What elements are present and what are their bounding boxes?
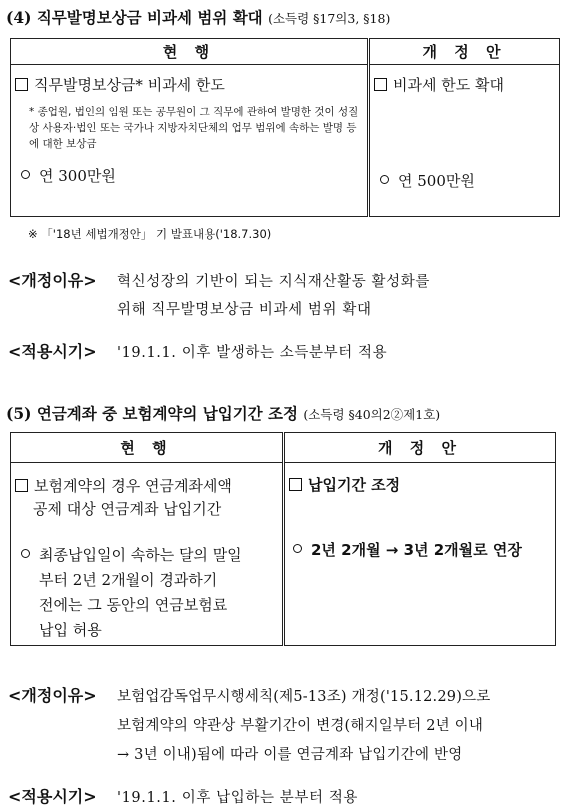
- section5-current-item-line1-text: 보험계약의 경우 연금계좌세액: [34, 477, 232, 495]
- section5-apply-text: '19.1.1. 이후 납입하는 분부터 적용: [117, 790, 359, 806]
- section5-table: [10, 432, 556, 646]
- section4-current-note: * 종업원, 법인의 임원 또는 공무원이 그 직무에 관하여 발명한 것이 성질상 사용자·법인 또는 국가나 지방자치단체의 업무 범위에 속하는 발명 등에 대한 보상금: [29, 106, 359, 150]
- section5-reason-line2: 보험계약의 약관상 부활기간이 변경(해지일부터 2년 이내: [117, 718, 484, 734]
- section4-current-cell: [11, 65, 369, 217]
- bullet-circle-icon: [21, 170, 30, 179]
- checkbox-square-icon: [15, 479, 28, 492]
- bullet-circle-icon: [380, 175, 389, 184]
- section5-current-item: [11, 463, 282, 521]
- section4-reason-label: <개정이유>: [8, 271, 97, 290]
- section4-current-amount: [11, 152, 367, 187]
- section4-revised-cell: [369, 65, 560, 217]
- section4-reason-line2: 위해 직무발명보상금 비과세 범위 확대: [117, 302, 372, 318]
- section5-ref: (소득령 §40의2②제1호): [303, 407, 441, 422]
- section5-current-cell: [11, 463, 284, 646]
- section5-col-current: 현 행: [11, 433, 284, 463]
- section5-current-detail-line4: 납입 허용: [39, 621, 102, 639]
- section5-current-detail-line2: 부터 2년 2개월이 경과하기: [39, 571, 218, 589]
- section4-remark: ※ 「'18년 세법개정안」 기 발표내용('18.7.30): [28, 227, 272, 241]
- section5-current-detail: [11, 521, 282, 643]
- section4-table: [10, 38, 560, 217]
- section5-revised-detail: [285, 496, 555, 561]
- section5-current-item-line2: 공제 대상 연금계좌 납입기간: [33, 500, 222, 518]
- section4-reason-line1: 혁신성장의 기반이 되는 지식재산활동 활성화를: [117, 274, 430, 290]
- section4-apply-text: '19.1.1. 이후 발생하는 소득분부터 적용: [117, 345, 388, 361]
- section4-current-item-text: 직무발명보상금* 비과세 한도: [34, 76, 225, 94]
- checkbox-square-icon: [289, 478, 302, 491]
- section5-revised-item-text: 납입기간 조정: [308, 476, 401, 494]
- section4-col-revised: 개 정 안: [369, 39, 560, 65]
- checkbox-square-icon: [15, 78, 28, 91]
- section4-title-text: (4) 직무발명보상금 비과세 범위 확대: [6, 8, 263, 27]
- section4-title: [6, 6, 390, 28]
- checkbox-square-icon: [374, 78, 387, 91]
- section5-current-detail-line3: 전에는 그 동안의 연금보험료: [39, 596, 228, 614]
- section5-revised-item: [285, 463, 555, 496]
- section5-revised-detail-text: 2년 2개월 → 3년 2개월로 연장: [311, 541, 522, 559]
- section4-revised-amount-text: 연 500만원: [398, 172, 475, 190]
- section5-reason-label: <개정이유>: [8, 686, 97, 705]
- bullet-circle-icon: [21, 549, 30, 558]
- section5-col-revised: 개 정 안: [284, 433, 556, 463]
- section4-apply-label: <적용시기>: [8, 342, 97, 361]
- section5-current-detail-line1-text: 최종납입일이 속하는 달의 말일: [39, 546, 242, 564]
- section4-current-item: [11, 65, 367, 96]
- section5-title-text: (5) 연금계좌 중 보험계약의 납입기간 조정: [6, 404, 299, 423]
- section4-col-current: 현 행: [11, 39, 369, 65]
- section5-title: [6, 402, 440, 424]
- section4-revised-amount: [370, 96, 559, 192]
- bullet-circle-icon: [293, 544, 302, 553]
- section4-revised-item-text: 비과세 한도 확대: [393, 76, 504, 94]
- section5-revised-cell: [284, 463, 556, 646]
- section4-ref: (소득령 §17의3, §18): [268, 11, 391, 26]
- section5-reason-line3: → 3년 이내)됨에 따라 이를 연금계좌 납입기간에 반영: [117, 747, 463, 763]
- section5-reason-line1: 보험업감독업무시행세칙(제5-13조) 개정('15.12.29)으로: [117, 689, 491, 705]
- section4-current-amount-text: 연 300만원: [39, 167, 116, 185]
- section5-current-detail-line1: [21, 543, 278, 568]
- section4-revised-item: [370, 65, 559, 96]
- section5-current-item-line1: [15, 475, 278, 498]
- section5-apply-label: <적용시기>: [8, 787, 97, 806]
